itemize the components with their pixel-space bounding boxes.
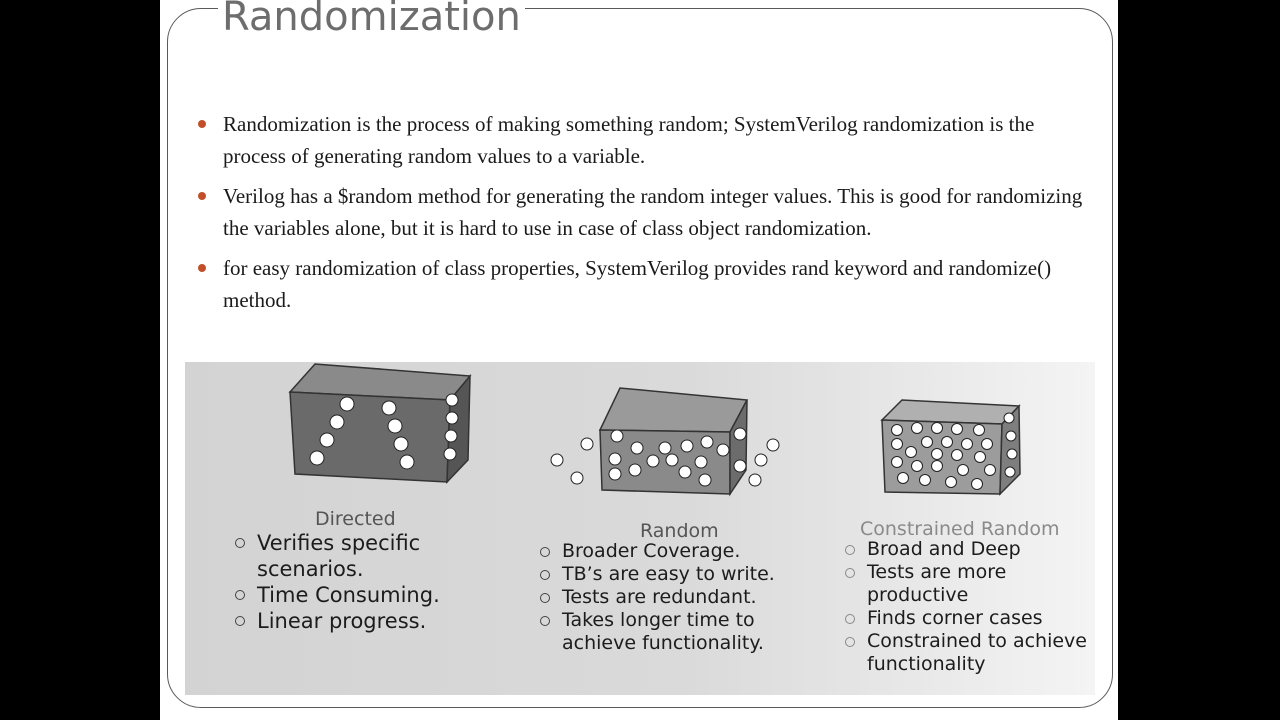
list-item-text: Verifies specific scenarios. [257, 531, 421, 581]
circle-bullet-icon [540, 570, 550, 580]
circle-bullet-icon [540, 593, 550, 603]
bullet-text: for easy randomization of class properties, SystemVerilog provides rand keyword and randomize() method. [223, 256, 1052, 312]
list-item [540, 586, 810, 609]
list-item-text: Tests are more productive [867, 561, 1007, 606]
bullet-item [198, 252, 1088, 316]
list-item-text: Broad and Deep [867, 538, 1021, 560]
random-list [540, 540, 810, 655]
list-item-text: TB’s are easy to write. [562, 563, 775, 585]
circle-bullet-icon [845, 545, 855, 555]
list-item [540, 609, 810, 655]
list-item [235, 608, 495, 634]
list-item [235, 530, 495, 582]
constrained-random-title: Constrained Random [860, 518, 1060, 540]
list-item-text: Finds corner cases [867, 607, 1043, 629]
random-cube [551, 388, 779, 494]
list-item-text: Linear progress. [257, 609, 427, 633]
random-title: Random [640, 520, 719, 542]
circle-bullet-icon [235, 590, 245, 600]
list-item-text: Tests are redundant. [562, 586, 757, 608]
list-item [540, 540, 810, 563]
list-item [845, 538, 1093, 561]
directed-title: Directed [315, 508, 396, 530]
circle-bullet-icon [845, 614, 855, 624]
list-item [540, 563, 810, 586]
list-item [235, 582, 495, 608]
list-item-text: Time Consuming. [257, 583, 440, 607]
comparison-figure [185, 362, 1095, 695]
bullet-text: Randomization is the process of making something random; SystemVerilog randomization is the process of generating random values to a variable. [223, 112, 1035, 168]
bullet-dot [198, 120, 206, 128]
directed-cube [290, 364, 470, 482]
slide [160, 0, 1118, 720]
list-item [845, 630, 1093, 676]
directed-list [235, 530, 495, 634]
bullet-dot [198, 264, 206, 272]
constrained-random-cube [882, 400, 1020, 494]
list-item [845, 561, 1093, 607]
circle-bullet-icon [235, 538, 245, 548]
circle-bullet-icon [540, 547, 550, 557]
bullet-list [198, 108, 1088, 324]
list-item-text: Broader Coverage. [562, 540, 741, 562]
circle-bullet-icon [845, 568, 855, 578]
bullet-item [198, 180, 1088, 244]
bullet-dot [198, 192, 206, 200]
bullet-text: Verilog has a $random method for generating the random integer values. This is good for randomizing the variables alone, but it is hard to use in case of class object randomization. [223, 184, 1083, 240]
circle-bullet-icon [235, 616, 245, 626]
slide-title: Randomization [218, 0, 525, 40]
list-item [845, 607, 1093, 630]
circle-bullet-icon [540, 616, 550, 626]
circle-bullet-icon [845, 637, 855, 647]
bullet-item [198, 108, 1088, 172]
list-item-text: Constrained to achieve functionality [867, 630, 1087, 675]
list-item-text: Takes longer time to achieve functionality. [562, 609, 764, 654]
constrained-random-list [845, 538, 1093, 676]
